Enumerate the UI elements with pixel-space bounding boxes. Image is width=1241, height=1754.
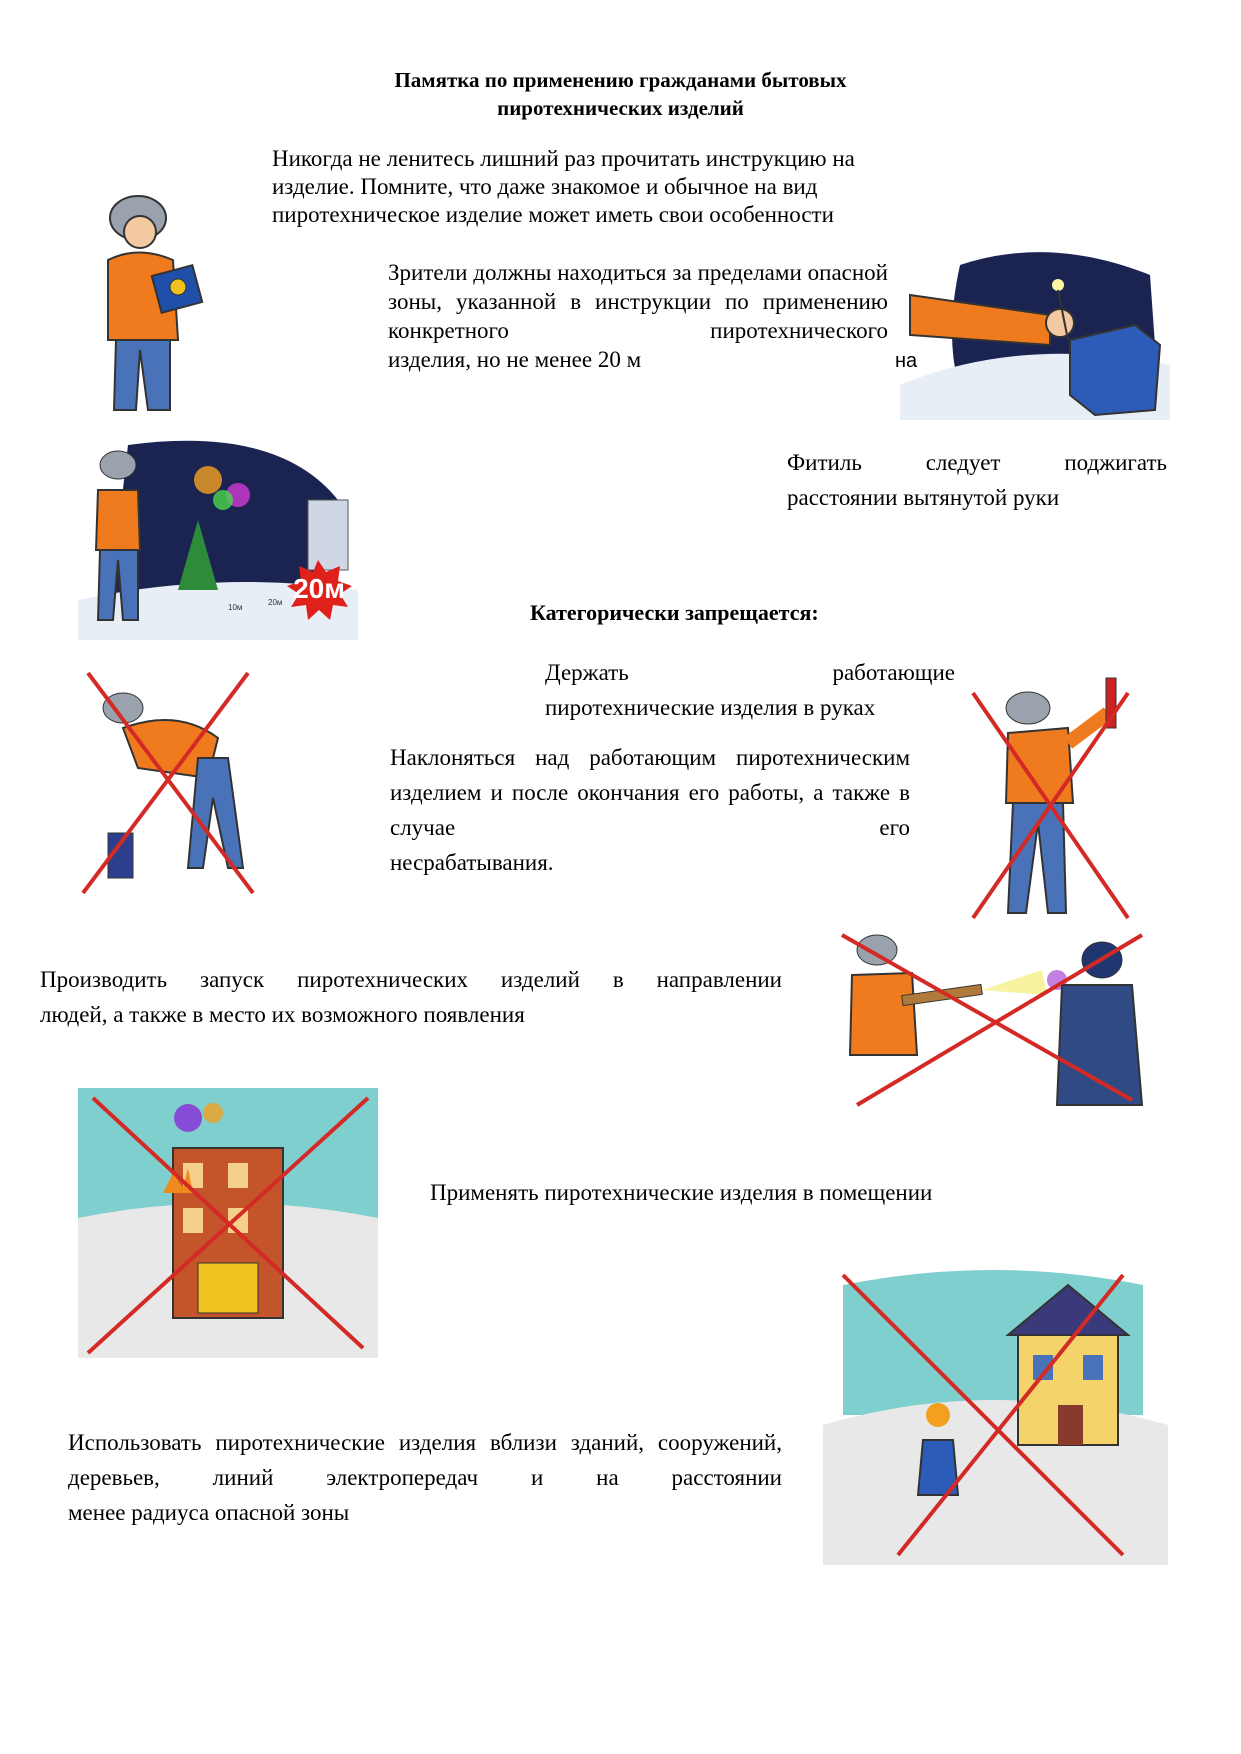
fuse-line-1: Фитиль следует поджигать [787, 450, 1167, 475]
lighting-fuse-illustration [900, 245, 1170, 420]
building-on-fire-illustration [78, 1088, 378, 1358]
fuse-na-label: на [895, 350, 918, 372]
title-line-1: Памятка по применению гражданами бытовых [394, 68, 847, 92]
spectators-text: Зрители должны находиться за пределами опасной зоны, указанной в инструкции по применению конкретного пиротехнического [388, 260, 888, 343]
distance-badge-label: 20м [293, 573, 345, 604]
fuse-line-1-container [787, 445, 1167, 480]
leaning-over-firework-illustration [78, 668, 268, 898]
prohibited-item-indoors: Применять пиротехнические изделия в помещении [430, 1180, 933, 1205]
prohibited-item-near-buildings [68, 1425, 782, 1530]
near-house-illustration [823, 1265, 1168, 1565]
document-title [300, 66, 941, 122]
prohibited-item-near-buildings-text: Использовать пиротехнические изделия вблизи зданий, сооружений, деревьев, линий электропередач и на расстоянии [68, 1430, 782, 1490]
holding-rocket-illustration [968, 673, 1158, 923]
prohibited-item-lean [390, 740, 910, 880]
prohibited-item-hold-text: Держать работающие [545, 660, 955, 685]
fuse-paragraph [787, 445, 1167, 515]
spectators-text-last-line: изделия, но не менее 20 м [388, 347, 642, 372]
prohibited-item-hold [545, 655, 955, 725]
prohibited-item-launch-at-people [40, 962, 782, 1032]
prohibited-item-lean-last-line: несрабатывания. [390, 850, 554, 875]
man-reading-instructions-illustration [78, 190, 228, 420]
title-line-2: пиротехнических изделий [497, 96, 744, 120]
prohibited-item-launch-last-line: людей, а также в место их возможного появления [40, 1002, 525, 1027]
ground-label-20m: 20м [268, 598, 283, 607]
prohibited-item-hold-last-line: пиротехнические изделия в руках [545, 695, 876, 720]
prohibited-item-lean-text: Наклоняться над работающим пиротехническим изделием и после окончания его работы, а также в случае его [390, 745, 910, 840]
launching-at-people-illustration [832, 925, 1152, 1110]
prohibited-item-near-buildings-last-line: менее радиуса опасной зоны [68, 1500, 350, 1525]
spectators-paragraph [388, 258, 888, 374]
spectator-distance-illustration [78, 440, 358, 650]
fuse-line-2: расстоянии вытянутой руки [787, 485, 1060, 510]
intro-paragraph: Никогда не ленитесь лишний раз прочитать инструкцию на изделие. Помните, что даже знакомое и обычное на вид пиротехническое изделие может иметь свои особенности [272, 146, 855, 227]
prohibited-heading: Категорически запрещается: [530, 600, 819, 625]
prohibited-item-launch-text: Производить запуск пиротехнических изделий в направлении [40, 967, 782, 992]
ground-label-10m: 10м [228, 603, 243, 612]
